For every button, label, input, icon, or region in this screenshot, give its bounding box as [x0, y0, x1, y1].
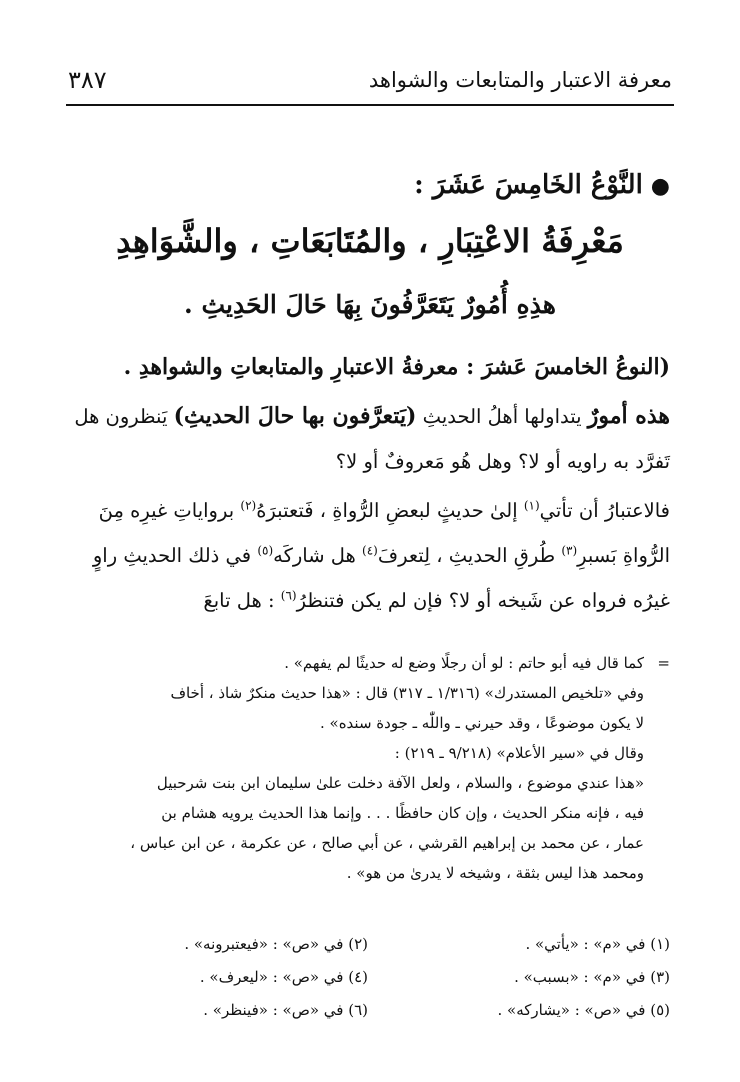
text-run: إلىٰ حديثٍ لبعضِ الرُّواةِ ، فَتعتبرَهُ	[256, 499, 524, 522]
footnote-line: وفي «تلخيص المستدرك» (١/٣١٦ ـ ٣١٧) قال : «هذا حديث منكرٌ شاذ ، أخاف	[170, 684, 644, 702]
matn-text: هذِهِ أُمُورٌ يَتَعَرَّفُونَ بِهَا حَالَ الحَدِيثِ .	[184, 290, 556, 319]
text-run: يتداولها أهلُ الحديثِ	[416, 405, 588, 428]
footnote-line: لا يكون موضوعًا ، وقد حيرني ـ واللّٰه ـ جودة سنده» .	[319, 714, 644, 732]
footnote-ref: (٥)	[257, 543, 274, 558]
footnote: (١) في «م» : «يأتي» .	[525, 935, 670, 953]
footnote-row	[66, 961, 670, 994]
footnote: (٢) في «ص» : «فيعتبرونه» .	[184, 935, 368, 953]
footnote-ref: (٦)	[280, 588, 297, 603]
continuation-mark: =	[657, 654, 670, 672]
section-label	[414, 170, 670, 200]
footnotes	[66, 928, 670, 1027]
footnote-row	[66, 994, 670, 1027]
footnote-row	[66, 928, 670, 961]
footnote-line: «هذا عندي موضوع ، والسلام ، ولعل الآفة دخلت علىٰ سليمان ابن بنت شرحبيل	[156, 774, 644, 792]
bold-phrase: (يَتعرَّفون بها حالَ الحديثِ)	[173, 403, 417, 429]
footnote: (٤) في «ص» : «ليعرف» .	[199, 968, 368, 986]
footnote: (٥) في «ص» : «يشاركه» .	[497, 1001, 670, 1019]
running-title: معرفة الاعتبار والمتابعات والشواهد	[368, 68, 672, 92]
footnote-ref: (٢)	[240, 498, 257, 513]
footnote: (٦) في «ص» : «فينظر» .	[203, 1001, 368, 1019]
section-label-text: النَّوْعُ الخَامِسَ عَشَرَ :	[414, 170, 643, 200]
text-run: فالاعتبارُ أن تأتي	[539, 499, 670, 522]
commentary-heading: (النوعُ الخامسَ عَشرَ : معرفةُ الاعتبارِ والمتابعاتِ والشواهدِ .	[123, 354, 670, 380]
footnote-line: ومحمد هذا ليس بثقة ، وشيخه لا يدرىٰ من هو» .	[346, 864, 644, 882]
text-run: يَنظرون هل تَفرَّد به راويه أو لا؟ وهل هُو مَعروفٌ أو لا؟	[74, 405, 670, 473]
footnote-line: فيه ، فإنه منكر الحديث ، وإن كان حافظًا . . . وإنما هذا الحديث يرويه هشام بن	[161, 804, 644, 822]
footnote: (٣) في «م» : «بسبب» .	[514, 968, 670, 986]
footnote-ref: (٣)	[561, 543, 578, 558]
commentary-paragraph	[66, 488, 670, 623]
section-title: مَعْرِفَةُ الاعْتِبَارِ ، والمُتَابَعَاتِ ، والشَّوَاهِدِ	[116, 222, 624, 260]
text-run: هل شاركَه	[273, 544, 363, 567]
footnote-line: وقال في «سير الأعلام» (٩/٢١٨ ـ ٢١٩) :	[394, 744, 644, 762]
bullet-icon: ●	[650, 173, 670, 199]
text-run: طُرقِ الحديثِ ، لِتعرفَ	[377, 544, 562, 567]
commentary-paragraph	[66, 394, 670, 484]
text-run: برواياتِ غيرِه مِنَ الرُّواةِ بَسبرِ	[98, 499, 670, 567]
page-number: ٣٨٧	[68, 66, 107, 94]
text-run: في ذلك الحديثِ راوٍ غيرُه فرواه عن شَيخه أو لا؟ فإن لم يكن فتنظرُ	[92, 544, 670, 612]
bold-phrase: هذه أمورٌ	[587, 403, 670, 429]
footnote-ref: (١)	[523, 498, 540, 513]
commentary-body	[66, 345, 670, 627]
header-divider	[66, 104, 674, 106]
footnote-line: كما قال فيه أبو حاتم : لو أن رجلًا وضع له حديثًا لم يفهم» .	[284, 654, 644, 672]
footnote-continuation	[66, 648, 670, 888]
page-header	[68, 62, 672, 104]
footnote-ref: (٤)	[362, 543, 378, 558]
footnote-line: عمار ، عن محمد بن إبراهيم القرشي ، عن أبي صالح ، عن عكرمة ، عن ابن عباس ،	[130, 834, 644, 852]
text-run: : هل تابعَ	[203, 589, 281, 612]
